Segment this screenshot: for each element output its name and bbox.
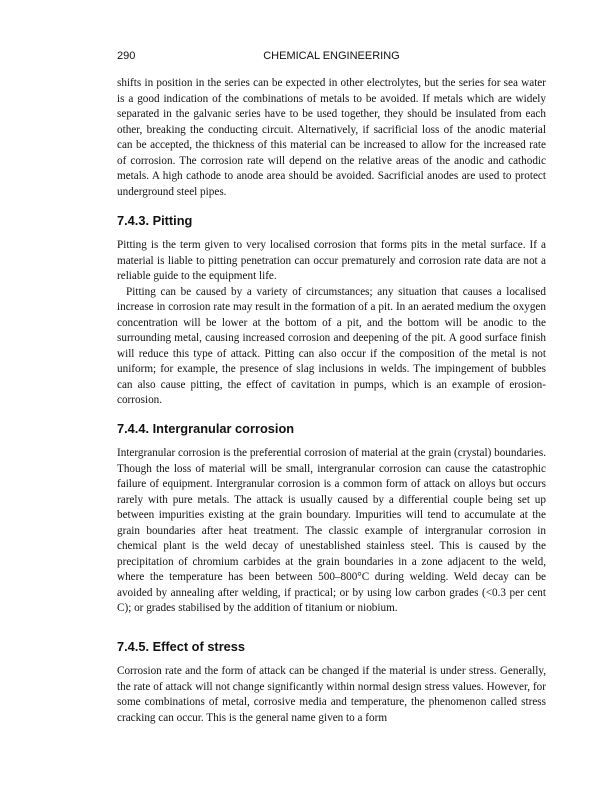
page-number: 290	[117, 50, 136, 62]
intro-block	[117, 76, 546, 200]
section-heading-pitting: 7.4.3. Pitting	[117, 213, 193, 228]
paragraph: Intergranular corrosion is the preferential corrosion of material at the grain (crystal) boundaries. Though the loss of material will be small, intergranular corrosion can cause the catastrophic failure of equipment. Intergranular corrosion is a common form of attack on alloys but occurs rarely with pure metals. The attack is usually caused by a differential couple being set up between impurities existing at the grain boundary. Impurities will tend to accumulate at the grain boundaries after heat treatment. The classic example of intergranular corrosion in chemical plant is the weld decay of unestablished stainless steel. This is caused by the precipitation of chromium carbides at the grain boundaries in a zone adjacent to the weld, where the temperature has been between 500–800°C during welding. Weld decay can be avoided by annealing after welding, if practical; or by using low carbon grades (<0.3 per cent C); or grades stabilised by the addition of titanium or niobium.	[117, 447, 546, 614]
paragraph: Pitting is the term given to very localised corrosion that forms pits in the metal surface. If a material is liable to pitting penetration can occur prematurely and corrosion rate data are not a reliable guide to the equipment life.	[117, 239, 546, 282]
section-body-intergranular-corrosion	[117, 446, 546, 617]
paragraph: Corrosion rate and the form of attack can be changed if the material is under stress. Generally, the rate of attack will not change significantly within normal design stress values. However, for some combinations of metal, corrosive media and temperature, the phenomenon called stress cracking can occur. This is the general name given to a form	[117, 665, 546, 724]
section-heading-intergranular-corrosion: 7.4.4. Intergranular corrosion	[117, 421, 295, 436]
paragraph: Pitting can be caused by a variety of circumstances; any situation that causes a localised increase in corrosion rate may result in the formation of a pit. In an aerated medium the oxygen concentration will be lower at the bottom of a pit, and the bottom will be anodic to the surrounding metal, causing increased corrosion and deepening of the pit. A good surface finish will reduce this type of attack. Pitting can also occur if the composition of the metal is not uniform; for example, the presence of slag inclusions in welds. The impingement of bubbles can also cause pitting, the effect of cavitation in pumps, which is an example of erosion-corrosion.	[117, 285, 546, 406]
page-header	[117, 50, 546, 64]
section-heading-effect-of-stress: 7.4.5. Effect of stress	[117, 639, 246, 654]
running-title: CHEMICAL ENGINEERING	[263, 50, 400, 62]
section-body-effect-of-stress	[117, 664, 546, 726]
section-body-pitting	[117, 238, 546, 409]
intro-paragraph: shifts in position in the series can be expected in other electrolytes, but the series for sea water is a good indication of the combinations of metals to be avoided. If metals which are widely separated in the galvanic series have to be used together, they should be insulated from each other, breaking the conducting circuit. Alternatively, if sacrificial loss of the anodic material can be accepted, the thickness of this material can be increased to allow for the increased rate of corrosion. The corrosion rate will depend on the relative areas of the anodic and cathodic metals. A high cathode to anode area should be avoided. Sacrificial anodes are used to protect underground steel pipes.	[117, 77, 546, 198]
